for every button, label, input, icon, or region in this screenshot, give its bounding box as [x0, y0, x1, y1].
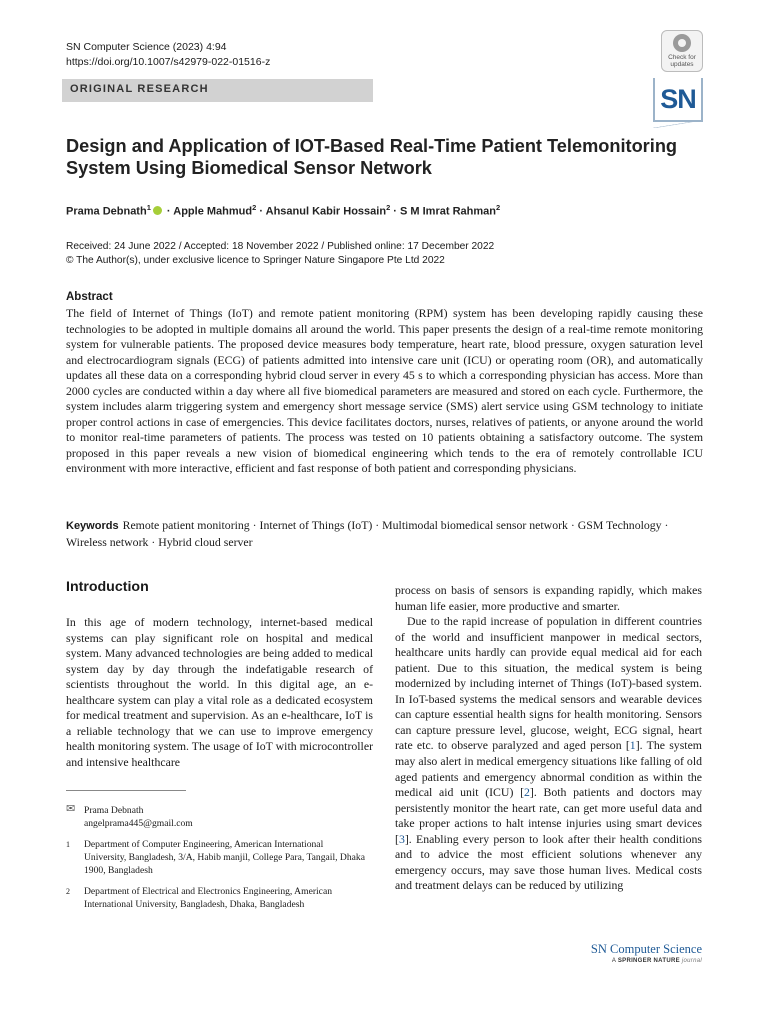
keywords-list: Remote patient monitoring · Internet of Things (IoT) · Multimodal biomedical sensor network · GSM Technology · Wireless network · Hybrid cloud server [66, 518, 669, 549]
logo-text: SN [660, 84, 696, 114]
affiliation-number: 2 [66, 887, 70, 896]
author-name[interactable]: Apple Mahmud [173, 205, 253, 218]
sn-journal-logo [653, 78, 703, 128]
author-name[interactable]: S M Imrat Rahman [400, 205, 496, 218]
citation-link[interactable]: 3 [398, 831, 405, 846]
article-category-bar [62, 79, 373, 102]
abstract-body: The field of Internet of Things (IoT) and remote patient monitoring (RPM) system has been developing rapidly causing these technologies to be adopted in multiple domains all around the world. This paper presents the design of a real-time remote monitoring system for vulnerable patients. The proposed device measures body temperature, heart rate, blood pressure, oxygen saturation level and electrocardiogram signals (ECG) of patients admitted into intensive care unit (ICU) or operating room (OR), and automatically updates all these data on a corresponding hybrid cloud server in every 45 s to which a corresponding physician has access. More than 2000 cycles are conducted within a day where all five biomedical parameters are measured and stored on each cycle. Furthermore, the system includes alarm triggering system and emergency short message service (SMS) alert service using GSM technology to initiate proper control actions in case of emergencies. This device facilitates doctors, nurses, relatives of patients, or anyone around the world to monitor real-time parameters of patients. The process was tested on 10 patients obtaining a satisfactory outcome. The system proposed in this paper reveals a new vision of biomedical engineering which tends to the era of remotely controllable ICU environment with more interactive, efficient and fast response of both patient and corresponding physicians. [66, 306, 703, 475]
footer-publisher [520, 958, 702, 964]
affiliation-mark: 2 [252, 203, 257, 212]
author-separator: · [163, 205, 174, 218]
abstract-heading: Abstract [66, 291, 113, 303]
intro-paragraph: process on basis of sensors is expanding rapidly, which makes human life easier, more productive and smarter. [395, 583, 702, 613]
paragraph-text: ]. Enabling every person to look after their health conditions and to advice the most efficient solutions whenever any emergency occurs, may save those human lives. Medical costs and treatment delays can be reduced by utilizing [395, 831, 702, 893]
intro-paragraph [395, 614, 702, 894]
author-separator: · [390, 205, 401, 218]
publisher-prefix: A [611, 958, 616, 964]
corresponding-author-email[interactable]: angelprama445@gmail.com [84, 818, 193, 829]
footer-journal-name: SN Computer Science [590, 942, 702, 956]
check-updates-icon [673, 34, 691, 52]
section-heading-introduction: Introduction [66, 579, 149, 595]
author-list [66, 203, 500, 218]
keywords-label: Keywords [66, 520, 119, 532]
citation-link[interactable]: 1 [629, 738, 636, 753]
intro-right-column [395, 583, 702, 894]
paragraph-text: Due to the rapid increase of population in different countries of the world and insufficient manpower in medical sectors, healthcare units hardly can provide equal medical aid for each patient. Due to this situation, the medical system is being modernized by including internet of Things (IoT)-based system. In IoT-based systems the medical sensors and wearable devices can capture essential health signs for health monitoring. Sensors can capture pressure level, glucose, weight, ECG signal, heart rate etc. to observe paralyzed and aged person [ [395, 614, 702, 753]
author-name[interactable]: Ahsanul Kabir Hossain [265, 205, 387, 218]
affiliation-text: Department of Electrical and Electronics Engineering, American International University, Bangladesh, Dhaka, Bangladesh [84, 886, 332, 910]
intro-left-column: In this age of modern technology, internet-based medical systems can play significant role on hospital and medical system. Many advanced technologies are being added to medical system day by day through the indefatigable research of scientists throughout the world. In this digital age, an e-healthcare system can play a vital role as a dedicated ecosystem for medical treatment and supervision. As an e-healthcare, IoT is a reliable technology that we can use to improve emergency health monitoring system. The usage of IoT with microcontroller and intensive healthcare [66, 615, 373, 769]
citation-link[interactable]: 2 [524, 785, 530, 800]
journal-reference [66, 40, 270, 70]
article-dates: Received: 24 June 2022 / Accepted: 18 November 2022 / Published online: 17 December 2022 [66, 241, 495, 252]
paragraph-text: ]. The system may also alert in medical emergency situations like falling of old aged patients and emergency abnormal condition as within the medical aid unit (ICU) [ [395, 738, 702, 800]
doi-link[interactable]: https://doi.org/10.1007/s42979-022-01516-z [66, 56, 271, 68]
affiliation-mark: 1 [146, 203, 151, 212]
publication-history [66, 240, 494, 268]
corresponding-author-note [66, 804, 366, 830]
affiliation-mark: 2 [495, 203, 501, 212]
affiliation-number: 1 [66, 840, 70, 849]
publisher-suffix: journal [681, 958, 702, 964]
affiliation-mark: 2 [386, 203, 391, 212]
affiliation-text: Department of Computer Engineering, American International University, Bangladesh, 3/A, Habib manjil, College Para, Tangail, Dhaka 1900, Bangladesh [84, 839, 365, 876]
paragraph-text: ]. Both patients and doctors may persistently monitor the heart rate, can get more useful data and take proper actions to halt intense injuries using smart devices [ [395, 785, 702, 846]
footnotes [66, 804, 366, 919]
corresponding-author-name: Prama Debnath [84, 805, 144, 816]
author-name[interactable]: Prama Debnath [66, 205, 147, 218]
affiliation-note [66, 838, 366, 877]
check-updates-label: Check for updates [668, 54, 696, 68]
journal-citation: SN Computer Science (2023) 4:94 [66, 41, 227, 53]
check-for-updates-badge[interactable] [661, 30, 703, 72]
keywords-section [66, 517, 703, 550]
affiliation-note [66, 885, 366, 911]
footnote-divider [66, 790, 186, 791]
article-category: ORIGINAL RESEARCH [70, 83, 209, 95]
copyright-notice: © The Author(s), under exclusive licence to Springer Nature Singapore Pte Ltd 2022 [66, 255, 445, 266]
envelope-icon: ✉ [66, 803, 76, 815]
publisher-name: SPRINGER NATURE [617, 958, 680, 964]
author-separator: · [256, 205, 266, 218]
article-title: Design and Application of IOT-Based Real-Time Patient Telemonitoring System Using Biomedical Sensor Network [66, 136, 678, 178]
orcid-icon[interactable] [153, 206, 162, 215]
